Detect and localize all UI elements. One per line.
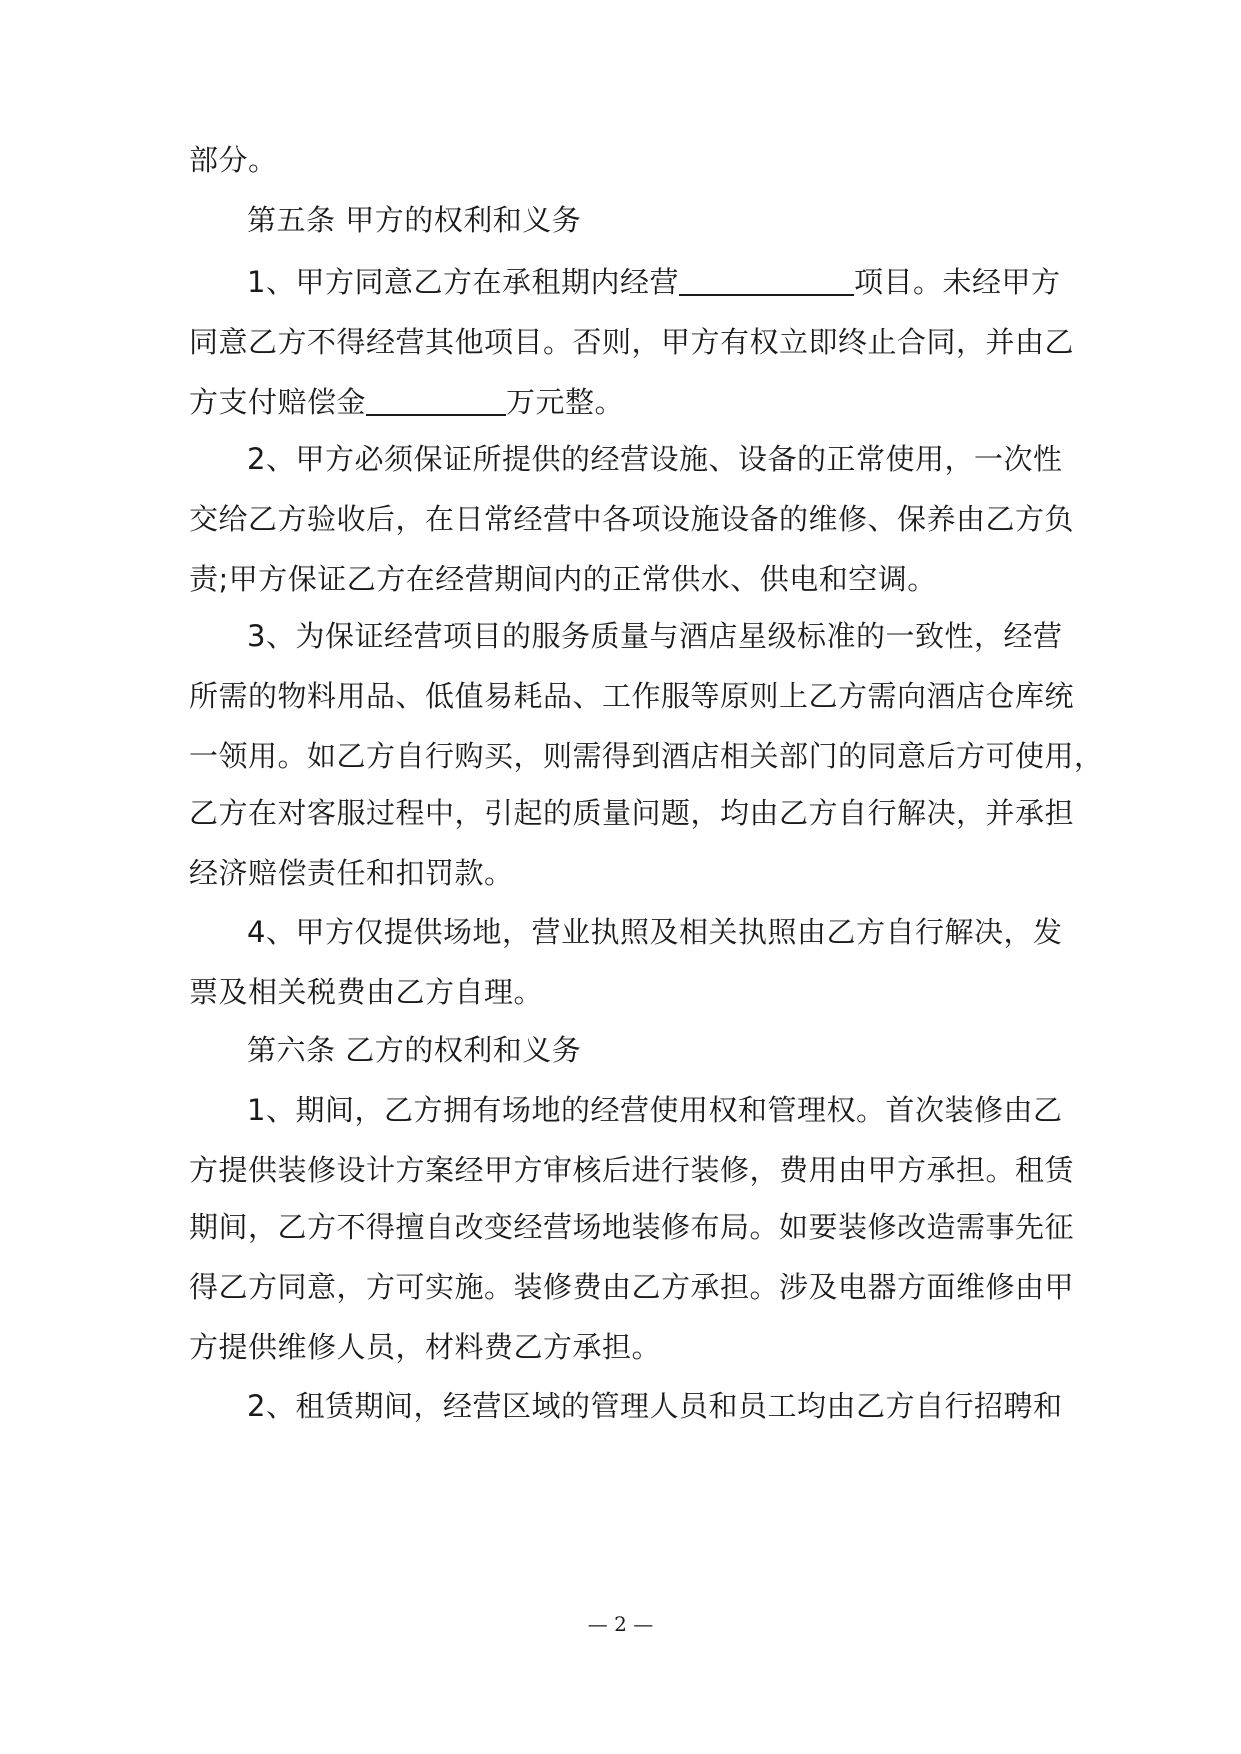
text-span: 票及相关税费由乙方自理。 <box>189 975 544 1009</box>
text-span: 2、租赁期间，经营区域的管理人员和员工均由乙方自行招聘和 <box>247 1389 1063 1423</box>
text-line <box>189 674 1075 718</box>
text-line <box>189 380 1069 424</box>
text-span: 3、为保证经营项目的服务质量与酒店星级标准的一致性，经营 <box>247 619 1063 653</box>
text-span: 所需的物料用品、低值易耗品、工作服等原则上乙方需向酒店仓库统 <box>189 679 1075 713</box>
text-line <box>189 557 1069 601</box>
text-line <box>189 1265 1075 1309</box>
text-span: 1、期间，乙方拥有场地的经营使用权和管理权。首次装修由乙 <box>247 1093 1063 1127</box>
text-span: 部分。 <box>189 143 278 177</box>
text-span: 乙方在对客服过程中，引起的质量问题，均由乙方自行解决，并承担 <box>189 796 1075 830</box>
text-span: 交给乙方验收后，在日常经营中各项设施设备的维修、保养由乙方负 <box>189 502 1075 536</box>
text-span: 方支付赔偿金 <box>189 385 367 419</box>
text-line <box>189 791 1075 835</box>
text-span: 方提供维修人员，材料费乙方承担。 <box>189 1330 662 1364</box>
text-span: 2、甲方必须保证所提供的经营设施、设备的正常使用，一次性 <box>247 442 1063 476</box>
text-line <box>189 1088 1069 1132</box>
page-number: — 2 — <box>587 1612 654 1636</box>
text-line <box>189 1384 1069 1428</box>
fill-in-blank <box>366 384 506 416</box>
text-span: 第五条 甲方的权利和义务 <box>247 203 582 237</box>
text-line <box>189 614 1069 658</box>
text-line <box>189 497 1075 541</box>
text-span: 期间，乙方不得擅自改变经营场地装修布局。如要装修改造需事先征 <box>189 1210 1075 1244</box>
text-line <box>189 734 1104 778</box>
text-line <box>189 260 1069 304</box>
text-line <box>189 138 1069 182</box>
text-span: 1、甲方同意乙方在承租期内经营 <box>247 265 679 299</box>
text-line <box>189 1325 1069 1369</box>
text-line <box>189 437 1069 481</box>
text-line <box>189 320 1075 364</box>
text-span: 责;甲方保证乙方在经营期间内的正常供水、供电和空调。 <box>189 562 937 596</box>
text-span: 一领用。如乙方自行购买，则需得到酒店相关部门的同意后方可使用， <box>189 739 1104 773</box>
fill-in-blank <box>679 264 854 296</box>
text-span: 万元整。 <box>506 385 625 419</box>
section-heading-6 <box>189 1028 1069 1072</box>
text-line <box>189 910 1069 954</box>
text-span: 同意乙方不得经营其他项目。否则，甲方有权立即终止合同，并由乙 <box>189 325 1075 359</box>
text-line <box>189 970 1069 1014</box>
text-span: 方提供装修设计方案经甲方审核后进行装修，费用由甲方承担。租赁 <box>189 1153 1075 1187</box>
text-span: 经济赔偿责任和扣罚款。 <box>189 856 514 890</box>
text-line <box>189 851 1069 895</box>
text-line <box>189 1205 1075 1249</box>
section-heading-5 <box>189 198 1069 242</box>
text-span: 项目。未经甲方 <box>853 265 1061 299</box>
text-span: 第六条 乙方的权利和义务 <box>247 1033 582 1067</box>
text-line <box>189 1148 1075 1192</box>
text-span: 得乙方同意，方可实施。装修费由乙方承担。涉及电器方面维修由甲 <box>189 1270 1075 1304</box>
text-span: 4、甲方仅提供场地，营业执照及相关执照由乙方自行解决，发 <box>247 915 1063 949</box>
